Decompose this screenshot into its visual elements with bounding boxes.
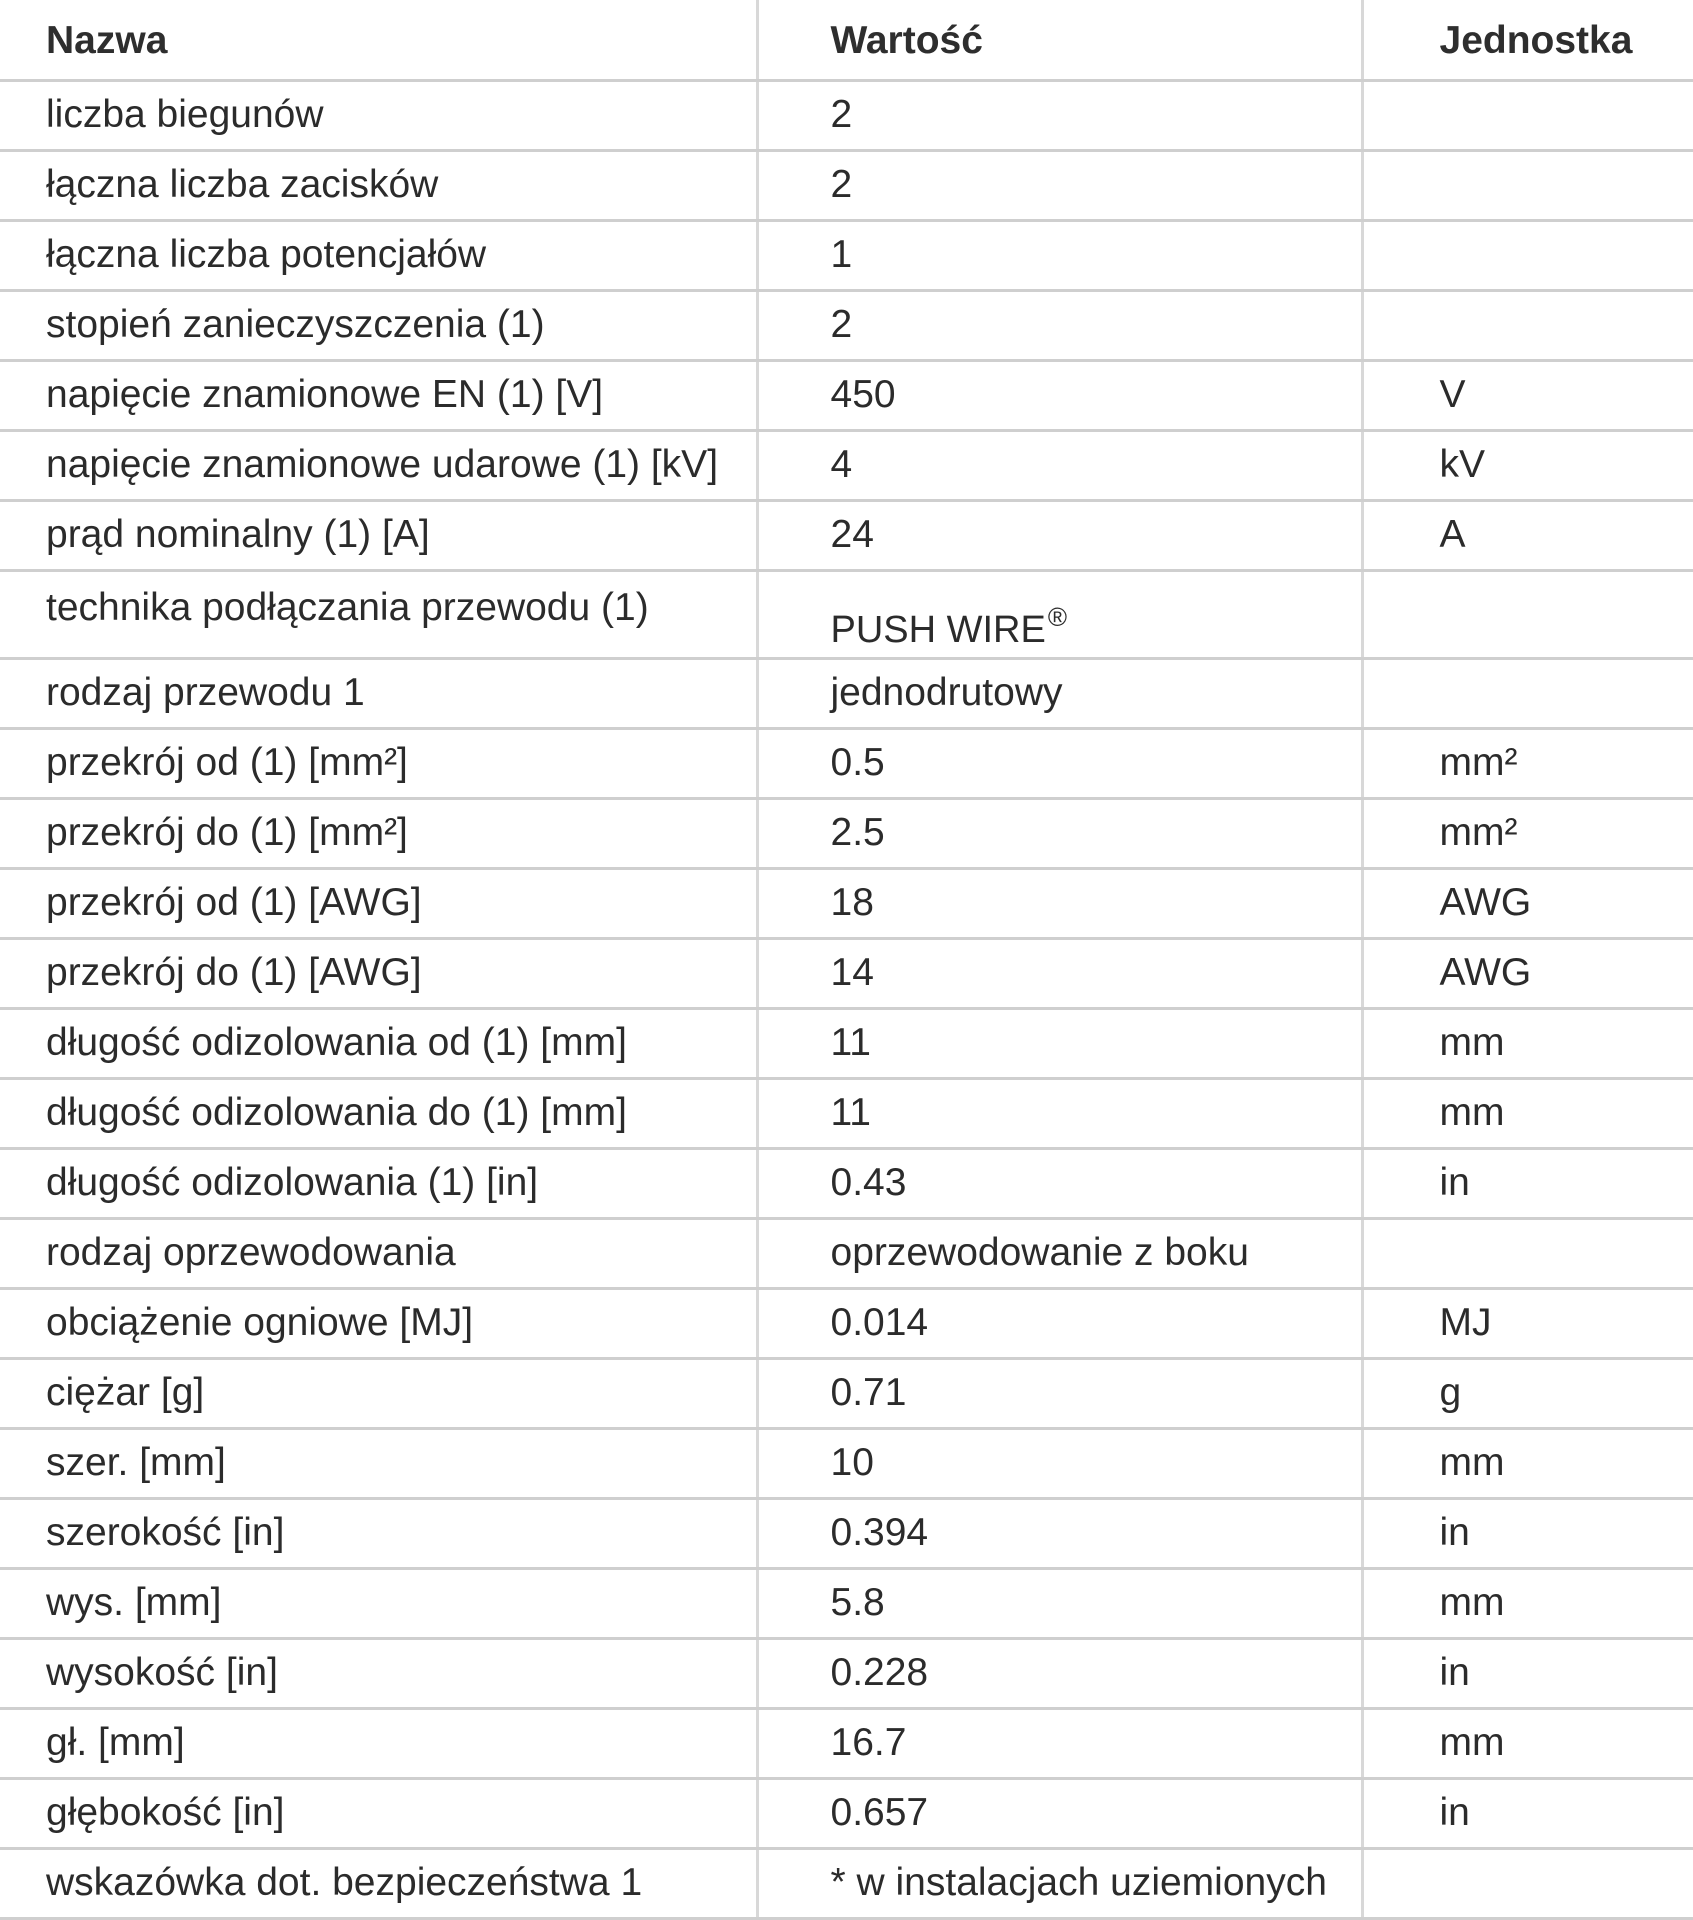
cell-value bbox=[757, 570, 1362, 658]
cell-value-text: 2 bbox=[830, 163, 853, 206]
cell-name: łączna liczba potencjałów bbox=[0, 220, 757, 290]
table-row bbox=[0, 80, 1693, 150]
cell-value-text: 14 bbox=[830, 951, 874, 994]
cell-name: długość odizolowania od (1) [mm] bbox=[0, 1008, 757, 1078]
table-row bbox=[0, 938, 1693, 1008]
table-row bbox=[0, 360, 1693, 430]
cell-value bbox=[757, 1708, 1362, 1778]
cell-name: wysokość [in] bbox=[0, 1638, 757, 1708]
cell-name: głębokość [in] bbox=[0, 1778, 757, 1848]
cell-value-text: 24 bbox=[830, 513, 874, 556]
cell-unit bbox=[1362, 150, 1693, 220]
table-row bbox=[0, 220, 1693, 290]
cell-name: wys. [mm] bbox=[0, 1568, 757, 1638]
cell-name: szer. [mm] bbox=[0, 1428, 757, 1498]
table-row bbox=[0, 1218, 1693, 1288]
cell-value bbox=[757, 1218, 1362, 1288]
table-row bbox=[0, 728, 1693, 798]
header-name: Nazwa bbox=[0, 0, 757, 80]
cell-unit: g bbox=[1362, 1358, 1693, 1428]
cell-value-text: 11 bbox=[830, 1021, 871, 1064]
cell-name: rodzaj oprzewodowania bbox=[0, 1218, 757, 1288]
cell-unit: AWG bbox=[1362, 938, 1693, 1008]
table-row bbox=[0, 150, 1693, 220]
cell-value bbox=[757, 430, 1362, 500]
cell-value-text: 2.5 bbox=[830, 811, 885, 854]
cell-unit bbox=[1362, 1218, 1693, 1288]
table-row bbox=[0, 1288, 1693, 1358]
cell-value bbox=[757, 798, 1362, 868]
cell-name: technika podłączania przewodu (1) bbox=[0, 570, 757, 658]
cell-unit: V bbox=[1362, 360, 1693, 430]
header-unit: Jednostka bbox=[1362, 0, 1693, 80]
cell-unit: mm² bbox=[1362, 798, 1693, 868]
cell-name: szerokość [in] bbox=[0, 1498, 757, 1568]
table-row bbox=[0, 1498, 1693, 1568]
cell-value bbox=[757, 1848, 1362, 1918]
header-value: Wartość bbox=[757, 0, 1362, 80]
cell-value-text: 16.7 bbox=[830, 1721, 907, 1764]
table-row bbox=[0, 1778, 1693, 1848]
table-row bbox=[0, 868, 1693, 938]
cell-unit bbox=[1362, 220, 1693, 290]
table-row bbox=[0, 798, 1693, 868]
cell-value-text: 0.394 bbox=[830, 1511, 929, 1554]
cell-value-text: 1 bbox=[830, 233, 853, 276]
table-row bbox=[0, 290, 1693, 360]
cell-value bbox=[757, 1428, 1362, 1498]
cell-name: napięcie znamionowe udarowe (1) [kV] bbox=[0, 430, 757, 500]
cell-unit: kV bbox=[1362, 430, 1693, 500]
cell-name: długość odizolowania do (1) [mm] bbox=[0, 1078, 757, 1148]
cell-value-text: 18 bbox=[830, 881, 874, 924]
cell-unit: mm bbox=[1362, 1568, 1693, 1638]
cell-unit: mm bbox=[1362, 1708, 1693, 1778]
cell-value-text: oprzewodowanie z boku bbox=[830, 1231, 1249, 1274]
cell-value bbox=[757, 80, 1362, 150]
cell-value bbox=[757, 728, 1362, 798]
cell-value-text: 0.657 bbox=[830, 1791, 929, 1834]
table-row bbox=[0, 1148, 1693, 1218]
cell-value bbox=[757, 500, 1362, 570]
cell-unit bbox=[1362, 658, 1693, 728]
cell-value bbox=[757, 1778, 1362, 1848]
table-row bbox=[0, 1078, 1693, 1148]
cell-name: przekrój od (1) [AWG] bbox=[0, 868, 757, 938]
cell-name: długość odizolowania (1) [in] bbox=[0, 1148, 757, 1218]
table-row bbox=[0, 1848, 1693, 1918]
cell-unit: in bbox=[1362, 1148, 1693, 1218]
table-row bbox=[0, 500, 1693, 570]
cell-value-text: jednodrutowy bbox=[830, 671, 1063, 714]
cell-name: rodzaj przewodu 1 bbox=[0, 658, 757, 728]
table-row bbox=[0, 570, 1693, 658]
cell-value-text: 2 bbox=[830, 93, 853, 136]
cell-value bbox=[757, 220, 1362, 290]
cell-unit: mm² bbox=[1362, 728, 1693, 798]
cell-value-text: 0.228 bbox=[830, 1651, 929, 1694]
cell-unit: mm bbox=[1362, 1078, 1693, 1148]
cell-value bbox=[757, 360, 1362, 430]
cell-value bbox=[757, 1148, 1362, 1218]
cell-name: obciążenie ogniowe [MJ] bbox=[0, 1288, 757, 1358]
cell-unit bbox=[1362, 570, 1693, 658]
cell-name: napięcie znamionowe EN (1) [V] bbox=[0, 360, 757, 430]
cell-value bbox=[757, 1638, 1362, 1708]
cell-unit: mm bbox=[1362, 1008, 1693, 1078]
cell-name: stopień zanieczyszczenia (1) bbox=[0, 290, 757, 360]
cell-value bbox=[757, 868, 1362, 938]
cell-name: gł. [mm] bbox=[0, 1708, 757, 1778]
cell-name: prąd nominalny (1) [A] bbox=[0, 500, 757, 570]
table-row bbox=[0, 1008, 1693, 1078]
cell-value bbox=[757, 290, 1362, 360]
cell-value-text: 0.43 bbox=[830, 1161, 907, 1204]
cell-value-text: 0.71 bbox=[830, 1371, 907, 1414]
cell-value bbox=[757, 1358, 1362, 1428]
table-row bbox=[0, 1638, 1693, 1708]
table-row bbox=[0, 1568, 1693, 1638]
cell-unit: mm bbox=[1362, 1428, 1693, 1498]
cell-value bbox=[757, 938, 1362, 1008]
cell-unit: MJ bbox=[1362, 1288, 1693, 1358]
cell-value-text: 450 bbox=[830, 373, 896, 416]
cell-unit: in bbox=[1362, 1778, 1693, 1848]
table-row bbox=[0, 658, 1693, 728]
cell-unit bbox=[1362, 80, 1693, 150]
cell-value-text: * w instalacjach uziemionych bbox=[830, 1861, 1327, 1904]
cell-name: wskazówka dot. bezpieczeństwa 1 bbox=[0, 1848, 757, 1918]
cell-unit: AWG bbox=[1362, 868, 1693, 938]
cell-value bbox=[757, 658, 1362, 728]
table-header-row bbox=[0, 0, 1693, 80]
cell-value bbox=[757, 1078, 1362, 1148]
cell-name: przekrój do (1) [AWG] bbox=[0, 938, 757, 1008]
cell-value-text: 0.014 bbox=[830, 1301, 929, 1344]
cell-unit: A bbox=[1362, 500, 1693, 570]
cell-unit: in bbox=[1362, 1498, 1693, 1568]
cell-value-text: 10 bbox=[830, 1441, 874, 1484]
table-row bbox=[0, 1428, 1693, 1498]
cell-name: ciężar [g] bbox=[0, 1358, 757, 1428]
cell-value-text: 4 bbox=[830, 443, 853, 486]
cell-name: liczba biegunów bbox=[0, 80, 757, 150]
cell-value-text: PUSH WIRE bbox=[830, 609, 1046, 651]
cell-unit: in bbox=[1362, 1638, 1693, 1708]
cell-name: przekrój do (1) [mm²] bbox=[0, 798, 757, 868]
cell-value bbox=[757, 1498, 1362, 1568]
cell-name: łączna liczba zacisków bbox=[0, 150, 757, 220]
cell-value bbox=[757, 1288, 1362, 1358]
cell-value bbox=[757, 150, 1362, 220]
cell-value-text: 5.8 bbox=[830, 1581, 885, 1624]
cell-value-text: 11 bbox=[830, 1091, 871, 1134]
registered-mark: ® bbox=[1047, 602, 1068, 632]
cell-value-text: 2 bbox=[830, 303, 853, 346]
table-row bbox=[0, 1708, 1693, 1778]
cell-name: przekrój od (1) [mm²] bbox=[0, 728, 757, 798]
table-row bbox=[0, 1358, 1693, 1428]
table-row bbox=[0, 430, 1693, 500]
cell-value bbox=[757, 1008, 1362, 1078]
cell-value-text: 0.5 bbox=[830, 741, 885, 784]
cell-unit bbox=[1362, 290, 1693, 360]
cell-unit bbox=[1362, 1848, 1693, 1918]
cell-value bbox=[757, 1568, 1362, 1638]
